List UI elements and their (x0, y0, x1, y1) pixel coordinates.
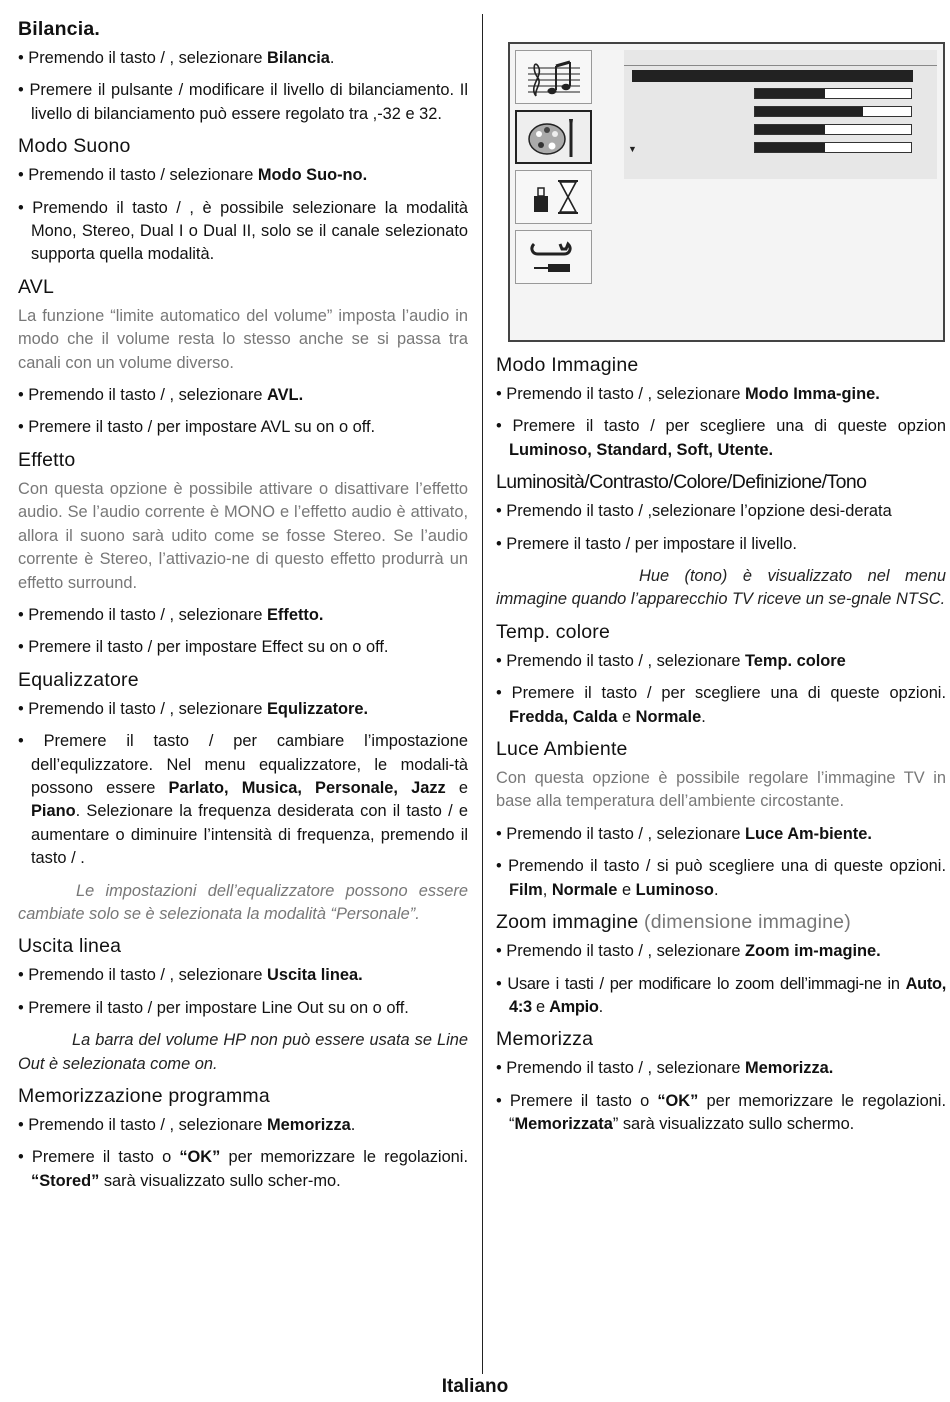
bullet: • Premendo il tasto / , selezionare Uscita linea. (18, 966, 363, 985)
description: La funzione “limite automatico del volume” imposta l’audio in modo che il volume resta lo stesso anche se si passa tra canali con un volume diverso. (18, 306, 468, 372)
bullet: • Premere il tasto / per scegliere una di queste opzion Luminoso, Standard, Soft, Utente. (496, 417, 946, 459)
bullet: • Premendo il tasto / , selezionare Luce Am-biente. (496, 824, 872, 843)
note: Le impostazioni dell’equalizzatore possono essere cambiate solo se è selezionata la modalità “Personale”. (18, 881, 468, 923)
heading-luminosita: Luminosità/Contrasto/Colore/Definizione/Tono (496, 471, 867, 494)
note: Hue (tono) è visualizzato nel menu immagine quando l’apparecchio TV riceve un se-gnale NTSC. (496, 567, 946, 609)
right-column (496, 10, 946, 1146)
bullet: • Premendo il tasto / , selezionare Memorizza. (496, 1059, 834, 1078)
bullet: • Premere il tasto / per cambiare l’impostazione dell’equlizzatore. Nel menu equalizzatore, le modali-tà possono essere Parlato, Musica, Personale, Jazz e Piano. Selezionare la frequenza desiderata con il tasto / e aumentare o diminuire l’intensità di frequenza, premendo il tasto / . (18, 732, 469, 868)
tools-icon (524, 236, 584, 278)
menu-settings-panel (624, 50, 937, 179)
section-effetto (18, 449, 468, 660)
section-luminosita (496, 471, 946, 612)
panel-title-line (624, 65, 937, 66)
music-notes-icon (524, 56, 584, 98)
bullet: • Premere il tasto o “OK” per memorizzare le regolazioni. “Memorizzata” sarà visualizzato sullo schermo. (496, 1091, 946, 1134)
bullet: • Premere il tasto / per impostare Line Out su on o off. (18, 998, 409, 1017)
column-divider (482, 14, 483, 1374)
level-bar-fill (755, 107, 863, 116)
bullet: • Premere il tasto / per impostare il livello. (496, 534, 797, 553)
level-bar-fill (755, 89, 825, 98)
bullet: • Premendo il tasto / , selezionare Effetto. (18, 605, 324, 624)
level-bar (754, 124, 912, 135)
bullet: • Premendo il tasto / , selezionare Bilancia. (18, 49, 335, 67)
heading-zoom-immagine: Zoom immagine (dimensione immagine) (496, 911, 851, 934)
level-bar-fill (755, 125, 825, 134)
highlighted-row (632, 70, 913, 82)
menu-icon-timer (515, 170, 592, 224)
note: La barra del volume HP non può essere usata se Line Out è selezionata come on. (18, 1031, 468, 1073)
heading-avl: AVL (18, 275, 55, 298)
bullet: • Premere il tasto / per impostare Effect su on o off. (18, 638, 389, 657)
heading-memorizza: Memorizza (496, 1028, 594, 1051)
bullet: • Premendo il tasto / si può scegliere una di queste opzioni. Film, Normale e Luminoso. (496, 857, 946, 899)
bullet: • Premendo il tasto / , selezionare Equlizzatore. (18, 699, 369, 718)
bullet: • Usare i tasti / per modificare lo zoom dell’immagi-ne in Auto, 4:3 e Ampio. (496, 974, 946, 1016)
left-column (18, 10, 468, 1202)
section-avl (18, 276, 468, 440)
bullet: • Premere il tasto / per scegliere una di queste opzioni. Fredda, Calda e Normale. (496, 684, 946, 726)
level-bar (754, 88, 912, 99)
level-bar (754, 142, 912, 153)
heading-modo-immagine: Modo Immagine (496, 354, 639, 376)
bullet: • Premere il tasto o “OK” per memorizzare le regolazioni. “Stored” sarà visualizzato sullo scher-mo. (18, 1148, 468, 1190)
bullet: • Premendo il tasto / , selezionare AVL. (18, 386, 304, 405)
section-zoom-immagine (496, 911, 946, 1019)
section-modo-suono (18, 135, 468, 267)
level-bar (754, 106, 912, 117)
bullet: • Premere il tasto / per impostare AVL su on o off. (18, 418, 376, 437)
picture-menu-screenshot (508, 42, 945, 342)
description: Con questa opzione è possibile regolare l’immagine TV in base alla temperatura dell’ambiente circostante. (496, 769, 946, 811)
heading-equalizzatore: Equalizzatore (18, 668, 139, 691)
heading-uscita-linea: Uscita linea (18, 935, 122, 958)
heading-bilancia: Bilancia. (18, 18, 100, 40)
section-modo-immagine (496, 354, 946, 462)
section-memorizza (496, 1028, 946, 1136)
heading-memorizzazione: Memorizzazione programma (18, 1085, 270, 1107)
section-luce-ambiente (496, 738, 946, 902)
timer-icon (524, 176, 584, 218)
section-temp-colore (496, 621, 946, 729)
menu-icon-picture (515, 110, 592, 164)
bullet: • Premendo il tasto / , selezionare Zoom im-magine. (496, 942, 881, 961)
heading-luce-ambiente: Luce Ambiente (496, 738, 628, 761)
scroll-down-icon: ▼ (628, 144, 637, 154)
section-uscita-linea (18, 935, 468, 1076)
menu-icon-sound (515, 50, 592, 104)
description: Con questa opzione è possibile attivare o disattivare l’effetto audio. Se l’audio corrente è MONO e l’effetto audio è attivato, allora il suono sarà udito come se fosse Stereo. Se l’audio corrente è Stereo, l’attivazio-ne di questo effetto produrrà un effetto surround. (18, 479, 468, 592)
bullet: • Premendo il tasto / selezionare Modo Suo-no. (18, 166, 368, 185)
palette-icon (525, 117, 585, 159)
bullet: • Premendo il tasto / , selezionare Modo Imma-gine. (496, 385, 880, 403)
bullet: • Premendo il tasto / ,selezionare l’opzione desi-derata (496, 502, 892, 521)
heading-modo-suono: Modo Suono (18, 135, 131, 158)
page-footer-language: Italiano (441, 1376, 509, 1397)
bullet: • Premendo il tasto / , è possibile selezionare la modalità Mono, Stereo, Dual I o Dual II, solo se il canale selezionato supporta quella modalità. (18, 198, 468, 264)
bullet: • Premere il pulsante / modificare il livello di bilanciamento. Il livello di bilanciamento può essere regolato tra ,-32 e 32. (18, 81, 468, 123)
section-equalizzatore (18, 669, 468, 927)
section-memorizzazione-programma (18, 1085, 468, 1193)
bullet: • Premendo il tasto / , selezionare Temp. colore (496, 651, 846, 670)
section-bilancia (18, 18, 468, 126)
level-bar-fill (755, 143, 825, 152)
heading-temp-colore: Temp. colore (496, 620, 611, 643)
heading-effetto: Effetto (18, 448, 76, 471)
bullet: • Premendo il tasto / , selezionare Memorizza. (18, 1116, 356, 1134)
menu-icon-setup (515, 230, 592, 284)
